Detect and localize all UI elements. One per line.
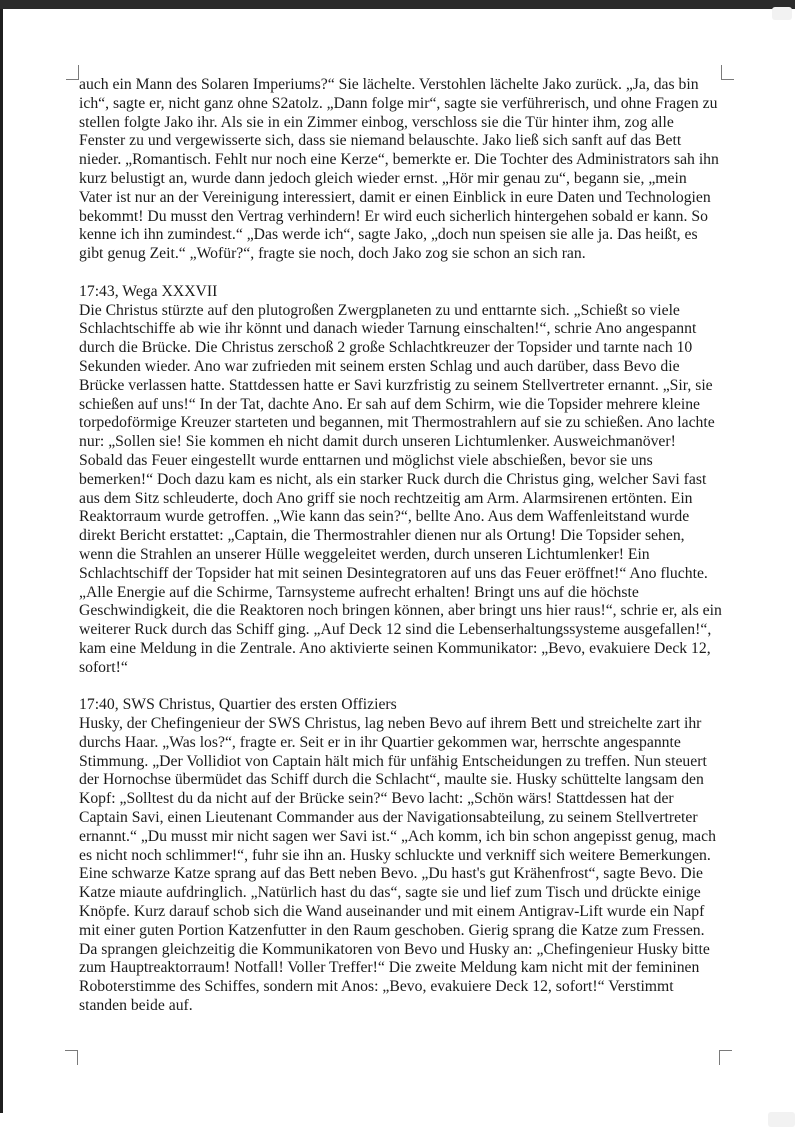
section-quartier: [79, 696, 722, 1016]
corner-artifact-bottom-right: [768, 1112, 795, 1127]
section-body-wega: Die Christus stürzte auf den plutogroßen Zwergplaneten zu und enttarnte sich. „Schießt so viele Schlachtschiffe ab wie ihr könnt und danach wieder Tarnung einschalten!“, schrie Ano angespannt durch die Brücke. Die Christus zerschoß 2 große Schlachtkreuzer der Topsider und tarnte nach 10 Sekunden wieder. Ano war zufrieden mit seinem ersten Schlag und auch darüber, dass Bevo die Brücke verlassen hatte. Stattdessen hatte er Savi kurzfristig zu seinem Stellvertreter ernannt. „Sir, sie schießen auf uns!“ In der Tat, dachte Ano. Er sah auf dem Schirm, wie die Topsider mehrere kleine torpedoförmige Kreuzer starteten und begannen, mit Thermostrahlern auf sie zu schießen. Ano lachte nur: „Sollen sie! Sie kommen eh nicht damit durch unseren Lichtumlenker. Ausweichmanöver! Sobald das Feuer eingestellt wurde enttarnen und möglichst viele abschießen, bevor sie uns bemerken!“ Doch dazu kam es nicht, als ein starker Ruck durch die Christus ging, welcher Savi fast aus dem Sitz schleuderte, doch Ano griff sie noch rechtzeitig am Arm. Alarmsirenen ertönten. Ein Reaktorraum wurde getroffen. „Wie kann das sein?“, bellte Ano. Aus dem Waffenleitstand wurde direkt Bericht erstattet: „Captain, die Thermostrahler dienen nur als Ortung! Die Topsider sehen, wenn die Strahlen an unserer Hülle weggeleitet werden, durch unseren Lichtumlenker! Ein Schlachtschiff der Topsider hat mit seinen Desintegratoren auf uns das Feuer eröffnet!“ Ano fluchte. „Alle Energie auf die Schirme, Tarnsysteme aufrecht erhalten! Bringt uns auf die höchste Geschwindigkeit, die die Reaktoren noch bringen können, aber bringt uns hier raus!“, schrie er, als ein weiterer Ruck durch das Schiff ging. „Auf Deck 12 sind die Lebenserhaltungssysteme ausgefallen!“, kam eine Meldung in die Zentrale. Ano aktivierte seinen Kommunikator: „Bevo, evakuiere Deck 12, sofort!“: [79, 301, 722, 676]
section-heading-quartier: 17:40, SWS Christus, Quartier des ersten Offiziers: [79, 696, 397, 714]
window-top-edge: [0, 0, 795, 9]
corner-artifact-top-right: [772, 7, 792, 20]
crop-mark-bottom-left-icon: [65, 1050, 78, 1065]
text-block: [79, 76, 722, 1016]
crop-mark-top-left-icon: [66, 65, 79, 80]
crop-mark-bottom-right-icon: [719, 1050, 732, 1065]
crop-mark-top-right-icon: [721, 65, 734, 80]
window-left-edge: [0, 9, 3, 1113]
section-heading-wega: 17:43, Wega XXXVII: [79, 282, 218, 300]
section-body-quartier: Husky, der Chefingenieur der SWS Christus, lag neben Bevo auf ihrem Bett und streichelte zart ihr durchs Haar. „Was los?“, fragte er. Seit er in ihr Quartier gekommen war, herrschte angespannte Stimmung. „Der Vollidiot von Captain hält mich für unfähig Entscheidungen zu treffen. Nun steuert der Hornochse übermüdet das Schiff durch die Schlacht“, maulte sie. Husky schüttelte langsam den Kopf: „Solltest du da nicht auf der Brücke sein?“ Bevo lacht: „Schön wärs! Stattdessen hat der Captain Savi, einen Lieutenant Commander aus der Navigationsabteilung, zu seinem Stellvertreter ernannt.“ „Du musst mir nicht sagen wer Savi ist.“ „Ach komm, ich bin schon angepisst genug, mach es nicht noch schlimmer!“, fuhr sie ihn an. Husky schluckte und verkniff sich weitere Bemerkungen. Eine schwarze Katze sprang auf das Bett neben Bevo. „Du hast's gut Krähenfrost“, sagte Bevo. Die Katze miaute aufdringlich. „Natürlich hast du das“, sagte sie und lief zum Tisch und drückte einige Knöpfe. Kurz darauf schob sich die Wand auseinander und mit einem Antigrav-Lift wurde ein Napf mit einer guten Portion Katzenfutter in den Raum geschoben. Gierig sprang die Katze zum Fressen. Da sprangen gleichzeitig die Kommunikatoren von Bevo und Husky an: „Chefingenieur Husky bitte zum Hauptreaktorraum! Notfall! Voller Treffer!“ Die zweite Meldung kam nicht mit der femininen Roboterstimme des Schiffes, sondern mit Anos: „Bevo, evakuiere Deck 12, sofort!“ Verstimmt standen beide auf.: [79, 715, 716, 1015]
paragraph-continuation: auch ein Mann des Solaren Imperiums?“ Sie lächelte. Verstohlen lächelte Jako zurück. „Ja, das bin ich“, sagte er, nicht ganz ohne S2atolz. „Dann folge mir“, sagte sie verführerisch, und ohne Fragen zu stellen folgte Jako ihr. Als sie in ein Zimmer einbog, verschloss sie die Tür hinter ihm, zog alle Fenster zu und vergewisserte sich, dass sie niemand belauschte. Jako ließ sich sanft auf das Bett nieder. „Romantisch. Fehlt nur noch eine Kerze“, bemerkte er. Die Tochter des Administrators sah ihn kurz belustigt an, wurde dann jedoch gleich wieder ernst. „Hör mir genau zu“, begann sie, „mein Vater ist nur an der Vereinigung interessiert, damit er einen Einblick in eure Daten und Technologien bekommt! Du musst den Vertrag verhindern! Er wird euch sicherlich hintergehen sobald er kann. So kenne ich ihn zumindest.“ „Das werde ich“, sagte Jako, „doch nun speisen sie alle ja. Das heißt, es gibt genug Zeit.“ „Wofür?“, fragte sie noch, doch Jako zog sie schon an sich ran.: [79, 76, 719, 263]
section-wega: [79, 283, 722, 678]
